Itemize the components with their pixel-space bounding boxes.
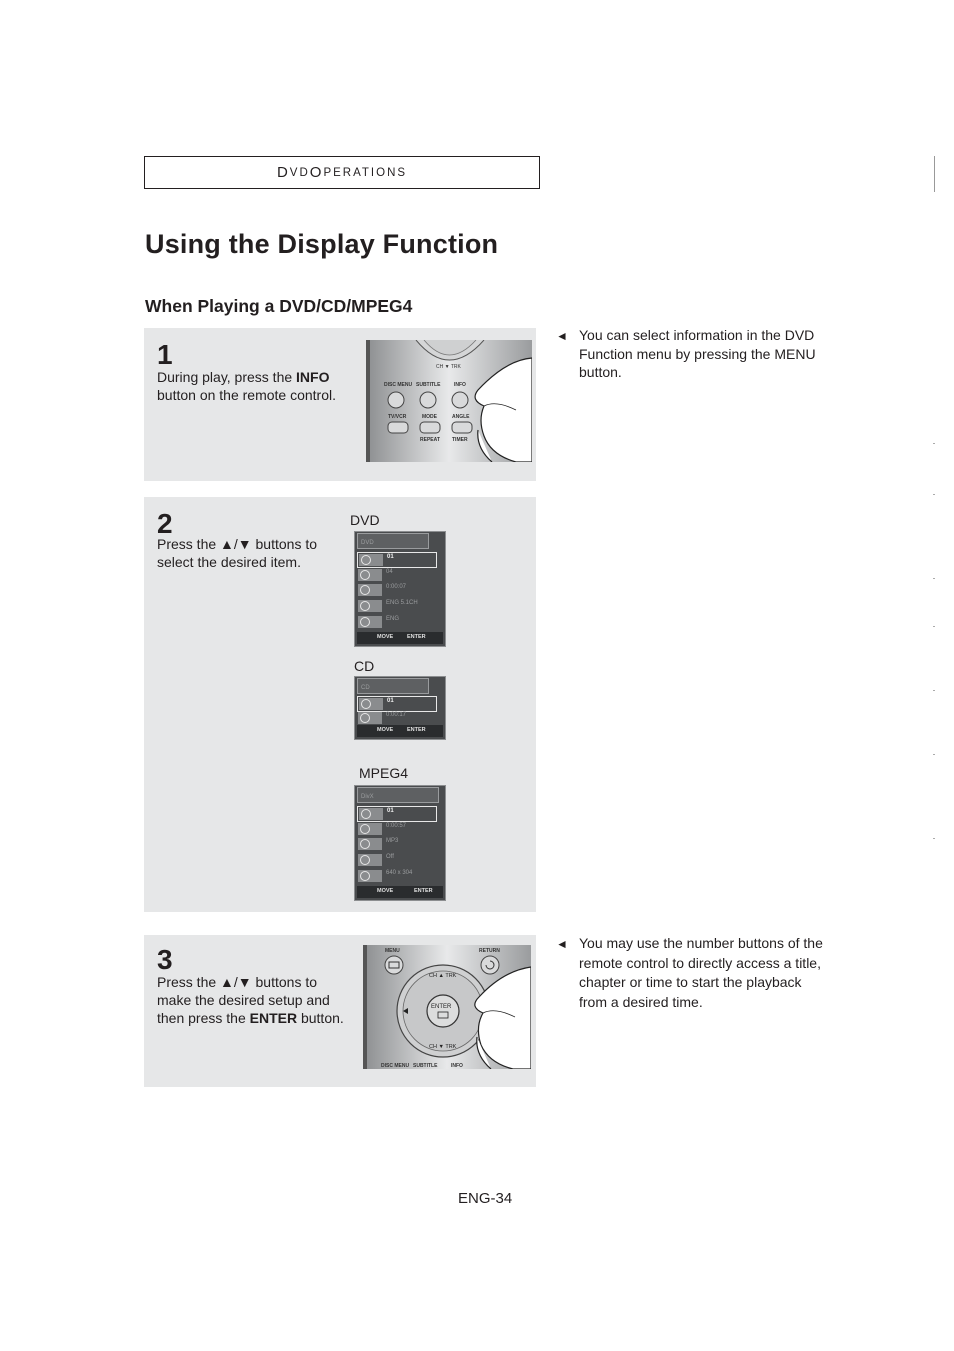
title-icon — [359, 554, 383, 566]
cd-osd-menu — [354, 676, 446, 740]
osd-row[interactable] — [357, 552, 437, 568]
title-icon — [359, 808, 383, 820]
osd-row[interactable] — [357, 615, 437, 629]
tv-vcr-label: TV/VCR — [388, 414, 407, 420]
margin-mark — [933, 690, 935, 691]
section-header-rest: PERATIONS — [323, 166, 408, 179]
enter-hint: ENTER — [414, 888, 433, 894]
enter-keyword: ENTER — [249, 1010, 298, 1026]
osd-row[interactable] — [357, 583, 437, 597]
step-2-text: Press the ▲/▼ buttons to select the desired item. — [157, 536, 318, 570]
page-title: Using the Display Function — [145, 229, 499, 259]
remote-info-illustration — [366, 340, 532, 462]
timer-label: TIMER — [452, 437, 468, 443]
osd-value: 01 — [387, 808, 394, 814]
audio-icon — [358, 600, 382, 612]
angle-label: ANGLE — [452, 414, 470, 420]
osd-value: 640 x 304 — [386, 870, 413, 876]
osd-footer — [357, 632, 443, 644]
margin-mark — [933, 494, 935, 495]
osd-row[interactable] — [357, 853, 437, 867]
ch-up-label: CH ▲ TRK — [429, 973, 457, 979]
section-subtitle: When Playing a DVD/CD/MPEG4 — [145, 296, 413, 316]
osd-row[interactable] — [357, 568, 437, 582]
step-3-text — [157, 973, 352, 1027]
step-3-text-b: button. — [297, 1010, 344, 1026]
osd-value: Off — [386, 854, 394, 860]
osd-bar-text: DivX — [361, 794, 374, 800]
section-header — [144, 156, 540, 189]
step-2-panel — [144, 497, 536, 912]
margin-mark — [933, 626, 935, 627]
osd-value: 0:00:07 — [386, 584, 407, 590]
note-1 — [556, 326, 816, 382]
osd-row[interactable] — [357, 837, 437, 851]
margin-mark — [933, 754, 935, 755]
osd-footer — [357, 725, 443, 737]
osd-value: ENG — [386, 616, 400, 622]
osd-value: 01 — [387, 554, 394, 560]
cd-label: CD — [354, 658, 375, 674]
osd-value: 01 — [387, 698, 394, 704]
ch-trk-label: CH ▼ TRK — [436, 364, 461, 370]
disc-menu-label: DISC MENU — [381, 1063, 410, 1069]
step-1-panel — [144, 328, 536, 481]
info-label: INFO — [454, 382, 466, 388]
osd-value: MP3 — [386, 838, 399, 844]
step-number: 3 — [157, 944, 173, 975]
osd-footer — [357, 886, 443, 898]
mode-label: MODE — [422, 414, 437, 420]
step-1-text — [157, 368, 347, 404]
move-hint: MOVE — [377, 634, 394, 640]
disc-menu-label: DISC MENU — [384, 382, 413, 388]
note-2-text: You may use the number buttons of the remote control to directly access a title, chapter or time to start the playback from a desired time. — [579, 935, 823, 1010]
move-hint: MOVE — [377, 888, 394, 894]
subtitle-icon — [358, 616, 382, 628]
margin-rule — [934, 156, 935, 192]
info-label: INFO — [451, 1063, 463, 1069]
step-number: 2 — [157, 508, 173, 539]
step-3-text-a: Press the ▲/▼ buttons to make the desired setup and then press the — [157, 974, 330, 1026]
note-arrow-icon: ◄ — [556, 937, 568, 951]
osd-row[interactable] — [357, 806, 437, 822]
dvd-osd-menu — [354, 531, 446, 647]
mpeg4-osd-menu — [354, 785, 446, 901]
move-hint: MOVE — [377, 727, 394, 733]
dvd-label: DVD — [350, 512, 380, 528]
margin-mark — [933, 838, 935, 839]
repeat-label: REPEAT — [420, 437, 440, 443]
osd-row[interactable] — [357, 711, 437, 725]
track-icon — [359, 698, 383, 710]
osd-value: 04 — [386, 569, 393, 575]
subtitle-label: SUBTITLE — [416, 382, 441, 388]
audio-icon — [358, 838, 382, 850]
note-2 — [556, 934, 826, 1012]
osd-value: 0:00:57 — [386, 823, 407, 829]
time-icon — [358, 712, 382, 724]
mpeg4-label: MPEG4 — [359, 765, 409, 781]
osd-row[interactable] — [357, 822, 437, 836]
osd-row[interactable] — [357, 869, 437, 883]
time-icon — [358, 584, 382, 596]
chapter-icon — [358, 569, 382, 581]
osd-value: 0:00:17 — [386, 712, 407, 718]
step-1-text-b: button on the remote control. — [157, 387, 336, 403]
section-header-letter: D — [276, 164, 290, 181]
margin-mark — [933, 443, 935, 444]
enter-hint: ENTER — [407, 727, 426, 733]
margin-mark — [933, 578, 935, 579]
time-icon — [358, 823, 382, 835]
return-label: RETURN — [479, 948, 500, 954]
section-header-cap: O — [309, 164, 324, 181]
remote-enter-illustration — [363, 945, 531, 1069]
subtitle-label: SUBTITLE — [413, 1063, 438, 1069]
note-arrow-icon: ◄ — [556, 329, 568, 343]
section-header-letters: VD — [289, 166, 310, 179]
enter-button-label: ENTER — [431, 1004, 452, 1010]
enter-hint: ENTER — [407, 634, 426, 640]
step-3-panel — [144, 935, 536, 1087]
osd-bar-text: CD — [361, 685, 370, 691]
page-number: ENG-34 — [458, 1190, 513, 1207]
ch-down-label: CH ▼ TRK — [429, 1044, 457, 1050]
osd-bar-text: DVD — [361, 540, 374, 546]
info-keyword: INFO — [296, 369, 330, 385]
step-1-text-a: During play, press the — [157, 369, 297, 385]
osd-row[interactable] — [357, 696, 437, 712]
step-number: 1 — [157, 339, 173, 370]
note-1-text: You can select information in the DVD Function menu by pressing the MENU button. — [579, 327, 816, 380]
osd-value: ENG 5.1CH — [386, 600, 418, 606]
subtitle-icon — [358, 854, 382, 866]
resolution-icon — [358, 870, 382, 882]
osd-row[interactable] — [357, 599, 437, 613]
menu-label: MENU — [385, 948, 400, 954]
